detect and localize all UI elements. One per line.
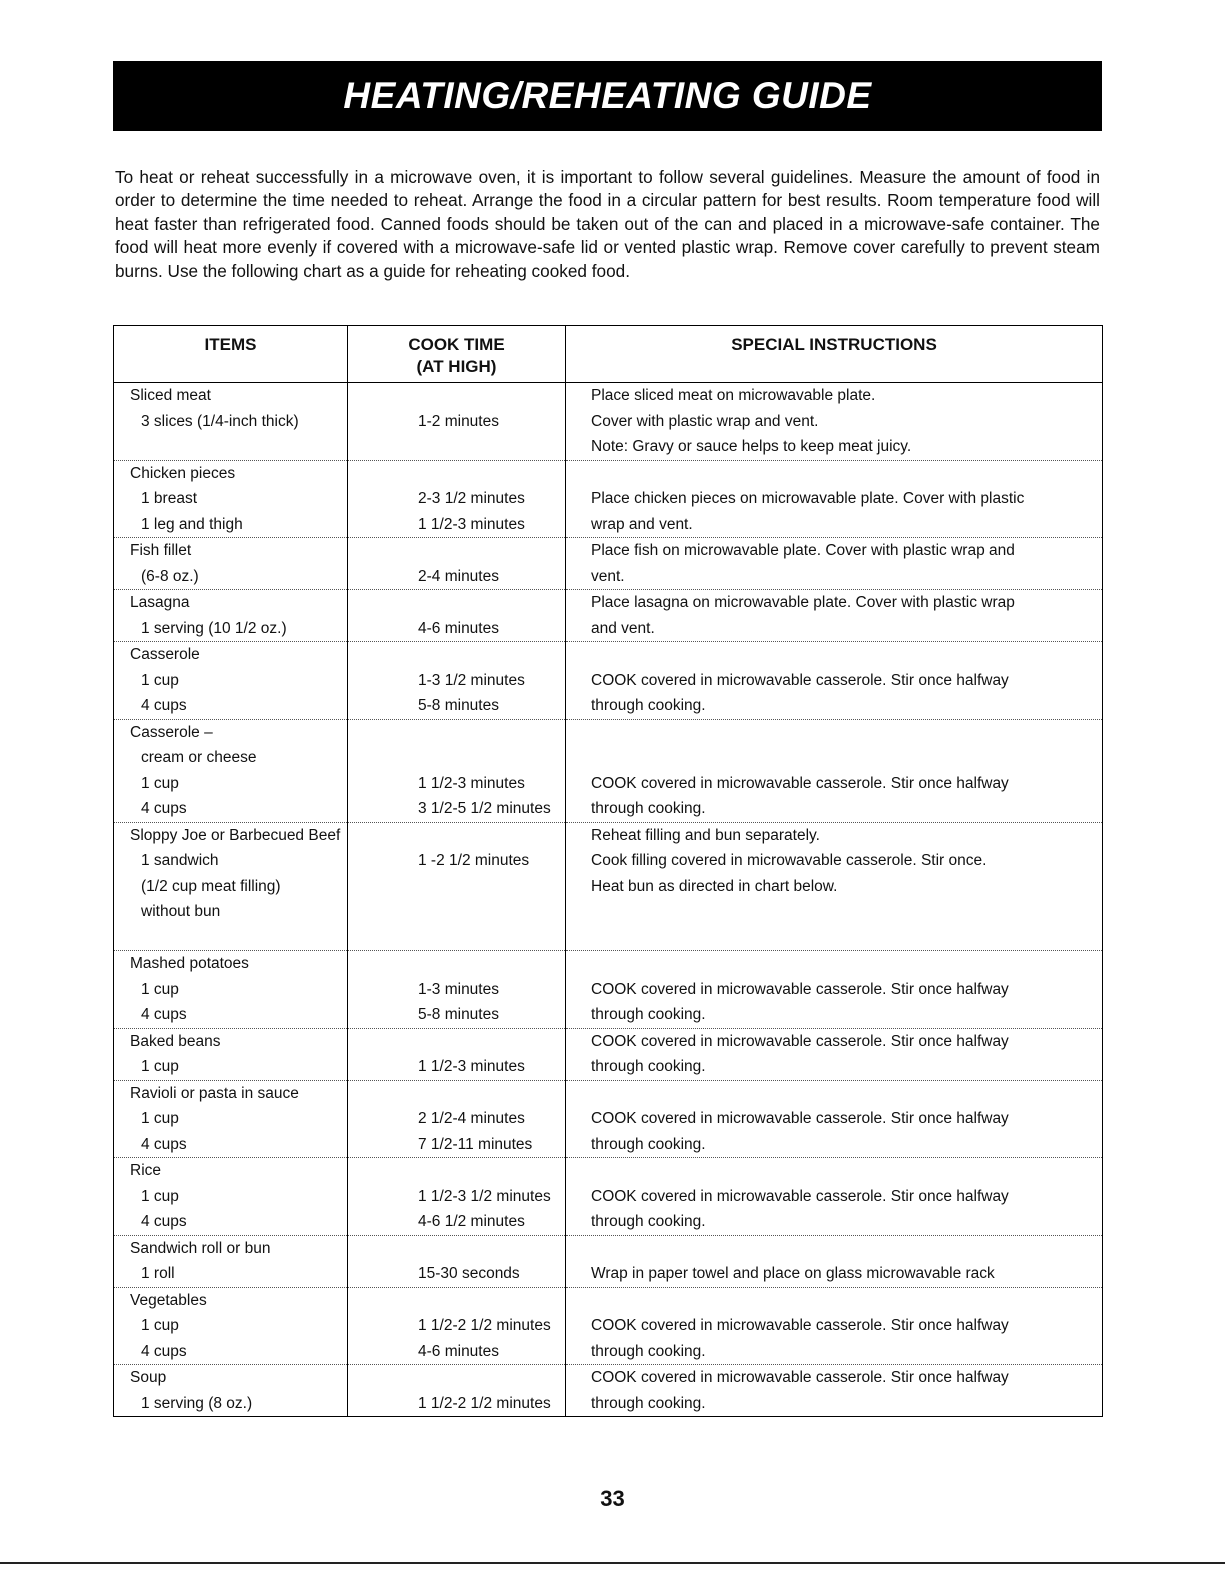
instruction-line: COOK covered in microwavable casserole. Stir once halfway <box>591 1032 1009 1050</box>
table-row <box>114 590 1103 642</box>
item-line: Sandwich roll or bun <box>130 1239 271 1257</box>
item-line: Ravioli or pasta in sauce <box>130 1084 299 1102</box>
item-line: Lasagna <box>130 594 190 611</box>
cook-time-cell <box>348 1365 566 1417</box>
table-row <box>114 1028 1103 1080</box>
table-row <box>114 1365 1103 1417</box>
instruction-cell <box>566 1235 1103 1287</box>
instruction-line: through cooking. <box>591 800 706 817</box>
instruction-cell <box>566 538 1103 590</box>
cook-time-cell <box>348 719 566 822</box>
item-line: 1 cup <box>141 774 179 792</box>
cook-time-cell <box>348 538 566 590</box>
instruction-line <box>566 1158 1102 1184</box>
instruction-line: COOK covered in microwavable casserole. Stir once halfway <box>591 1110 1009 1127</box>
page-bottom-edge <box>0 1562 1225 1564</box>
cook-time-cell <box>348 590 566 642</box>
cook-time-line <box>348 1158 565 1184</box>
table-body <box>114 383 1103 1417</box>
cook-time-cell <box>348 1158 566 1236</box>
cook-time-line: 2 1/2-4 minutes <box>418 1110 525 1127</box>
table-row <box>114 1235 1103 1287</box>
item-line: 4 cups <box>141 1342 187 1360</box>
cook-time-line <box>348 538 565 564</box>
instruction-line <box>566 925 1102 951</box>
table-header-row <box>114 326 1103 383</box>
item-cell <box>114 1158 348 1236</box>
cook-time-line: 5-8 minutes <box>418 1006 499 1023</box>
instruction-line <box>566 642 1102 668</box>
instruction-line: COOK covered in microwavable casserole. Stir once halfway <box>591 671 1009 689</box>
item-line: Sloppy Joe or Barbecued Beef <box>130 826 341 844</box>
page-number: 33 <box>600 1486 625 1511</box>
cook-time-line <box>348 1288 565 1314</box>
instruction-cell <box>566 1080 1103 1158</box>
item-line: 1 cup <box>141 1187 179 1205</box>
cook-time-line: 2-4 minutes <box>418 567 499 585</box>
cook-time-line: 1-3 1/2 minutes <box>418 671 525 689</box>
item-cell <box>114 460 348 538</box>
instruction-line: Cover with plastic wrap and vent. <box>591 412 819 430</box>
table-row <box>114 1080 1103 1158</box>
item-cell <box>114 951 348 1029</box>
cook-time-line <box>348 925 565 951</box>
cook-time-line <box>348 745 565 771</box>
cook-time-line: 1 1/2-3 minutes <box>418 1058 525 1075</box>
item-line: Soup <box>130 1369 167 1386</box>
cook-time-line <box>348 899 565 925</box>
instruction-line: Place lasagna on microwavable plate. Cover with plastic wrap <box>591 594 1015 611</box>
cook-time-line: 1 1/2-2 1/2 minutes <box>418 1317 551 1334</box>
cook-time-line: 1 1/2-3 1/2 minutes <box>418 1187 551 1205</box>
item-cell <box>114 1028 348 1080</box>
item-line: 4 cups <box>141 1213 187 1230</box>
item-line <box>114 925 347 951</box>
instruction-line: vent. <box>591 567 625 585</box>
title-banner <box>113 61 1102 131</box>
table-row <box>114 383 1103 461</box>
instruction-line: Place sliced meat on microwavable plate. <box>591 387 876 404</box>
header-items: ITEMS <box>114 326 348 383</box>
item-cell <box>114 1287 348 1365</box>
cook-time-line: 5-8 minutes <box>418 697 499 714</box>
instruction-line: through cooking. <box>591 1135 706 1153</box>
item-line: 1 serving (8 oz.) <box>141 1394 253 1412</box>
instruction-line <box>566 951 1102 977</box>
table-row <box>114 1287 1103 1365</box>
cook-time-cell <box>348 383 566 461</box>
item-line: Sliced meat <box>130 387 211 404</box>
cook-time-cell <box>348 1028 566 1080</box>
item-line: 1 roll <box>141 1265 175 1282</box>
item-line: 1 cup <box>141 1058 179 1075</box>
cook-time-line: 4-6 minutes <box>418 619 499 637</box>
cook-time-line <box>348 434 565 460</box>
header-cook-time-label: COOK TIME <box>408 335 505 354</box>
item-line: cream or cheese <box>141 749 257 766</box>
instruction-line: COOK covered in microwavable casserole. Stir once halfway <box>591 1187 1009 1205</box>
instruction-line: Place fish on microwavable plate. Cover with plastic wrap and <box>591 542 1015 559</box>
cook-time-line: 1-3 minutes <box>418 980 499 998</box>
item-line: 1 cup <box>141 980 179 998</box>
instruction-line: COOK covered in microwavable casserole. Stir once halfway <box>591 774 1009 792</box>
item-cell <box>114 822 348 951</box>
item-cell <box>114 538 348 590</box>
item-cell <box>114 590 348 642</box>
cook-time-line <box>348 823 565 849</box>
cook-time-line <box>348 642 565 668</box>
cook-time-line: 1 1/2-3 minutes <box>418 515 525 533</box>
instruction-cell <box>566 590 1103 642</box>
item-line: Casserole – <box>130 723 213 741</box>
instruction-line: Reheat filling and bun separately. <box>591 826 820 844</box>
instruction-line: Note: Gravy or sauce helps to keep meat juicy. <box>591 438 912 455</box>
item-line: 1 cup <box>141 671 179 689</box>
table-row <box>114 538 1103 590</box>
cook-time-line <box>348 720 565 746</box>
cook-time-cell <box>348 1235 566 1287</box>
cook-time-cell <box>348 1080 566 1158</box>
cook-time-line <box>348 1081 565 1107</box>
header-cook-time <box>348 326 566 383</box>
instruction-line: through cooking. <box>591 1394 706 1412</box>
cook-time-line: 1-2 minutes <box>418 412 499 430</box>
item-line: (1/2 cup meat filling) <box>141 877 281 895</box>
instruction-line: COOK covered in microwavable casserole. Stir once halfway <box>591 1369 1009 1386</box>
instruction-line <box>566 745 1102 771</box>
instruction-line <box>566 720 1102 746</box>
cook-time-line <box>348 1029 565 1055</box>
item-line: Mashed potatoes <box>130 955 249 972</box>
instruction-line: COOK covered in microwavable casserole. Stir once halfway <box>591 1317 1009 1334</box>
table-row <box>114 951 1103 1029</box>
instruction-line: Place chicken pieces on microwavable plate. Cover with plastic <box>591 490 1025 507</box>
instruction-line: Cook filling covered in microwavable casserole. Stir once. <box>591 852 987 869</box>
instruction-cell <box>566 1287 1103 1365</box>
cook-time-line <box>348 383 565 409</box>
instruction-line: through cooking. <box>591 1058 706 1075</box>
instruction-line: wrap and vent. <box>591 515 693 533</box>
cook-time-cell <box>348 822 566 951</box>
header-special-instructions: SPECIAL INSTRUCTIONS <box>566 326 1103 383</box>
item-line: Baked beans <box>130 1032 221 1050</box>
item-line: 4 cups <box>141 1135 187 1153</box>
cook-time-cell <box>348 642 566 720</box>
item-cell <box>114 1080 348 1158</box>
page-title: HEATING/REHEATING GUIDE <box>343 75 872 116</box>
item-line: 1 serving (10 1/2 oz.) <box>141 619 287 637</box>
instruction-cell <box>566 719 1103 822</box>
instruction-line: Heat bun as directed in chart below. <box>591 877 838 895</box>
instruction-line: through cooking. <box>591 1006 706 1023</box>
cook-time-line: 3 1/2-5 1/2 minutes <box>418 800 551 817</box>
table-row <box>114 642 1103 720</box>
reheating-table <box>113 325 1103 1417</box>
item-cell <box>114 1235 348 1287</box>
item-line: 3 slices (1/4-inch thick) <box>141 412 299 430</box>
cook-time-line: 1 1/2-3 minutes <box>418 774 525 792</box>
item-line: Fish fillet <box>130 542 192 559</box>
item-cell <box>114 1365 348 1417</box>
instruction-line: through cooking. <box>591 697 706 714</box>
instruction-cell <box>566 383 1103 461</box>
instruction-line <box>566 461 1102 487</box>
instruction-cell <box>566 1158 1103 1236</box>
instruction-line: through cooking. <box>591 1342 706 1360</box>
instruction-cell <box>566 822 1103 951</box>
cook-time-line: 7 1/2-11 minutes <box>418 1135 533 1153</box>
instruction-line: through cooking. <box>591 1213 706 1230</box>
cook-time-line: 1 -2 1/2 minutes <box>418 852 530 869</box>
item-line: 4 cups <box>141 697 187 714</box>
item-line: Casserole <box>130 646 200 663</box>
instruction-line: and vent. <box>591 619 655 637</box>
item-line: 1 leg and thigh <box>141 515 243 533</box>
instruction-line: COOK covered in microwavable casserole. Stir once halfway <box>591 980 1009 998</box>
cook-time-line: 2-3 1/2 minutes <box>418 490 525 507</box>
instruction-line: Wrap in paper towel and place on glass microwavable rack <box>591 1265 995 1282</box>
item-line: (6-8 oz.) <box>141 567 199 585</box>
item-line <box>114 434 347 460</box>
instruction-line <box>566 899 1102 925</box>
item-line: 1 cup <box>141 1317 179 1334</box>
table-row <box>114 1158 1103 1236</box>
cook-time-line <box>348 1365 565 1391</box>
cook-time-line <box>348 461 565 487</box>
instruction-cell <box>566 1365 1103 1417</box>
cook-time-line <box>348 1236 565 1262</box>
instruction-line <box>566 1081 1102 1107</box>
item-line: 4 cups <box>141 1006 187 1023</box>
item-line: without bun <box>141 903 221 920</box>
table-row <box>114 719 1103 822</box>
cook-time-cell <box>348 1287 566 1365</box>
cook-time-line: 1 1/2-2 1/2 minutes <box>418 1394 551 1412</box>
item-line: Rice <box>130 1162 162 1179</box>
instruction-cell <box>566 460 1103 538</box>
item-line: 1 breast <box>141 490 198 507</box>
cook-time-line: 15-30 seconds <box>418 1265 520 1282</box>
cook-time-cell <box>348 951 566 1029</box>
item-cell <box>114 383 348 461</box>
cook-time-line <box>348 951 565 977</box>
table-row <box>114 822 1103 951</box>
instruction-cell <box>566 951 1103 1029</box>
instruction-line <box>566 1288 1102 1314</box>
item-line: 4 cups <box>141 800 187 817</box>
cook-time-line <box>348 590 565 616</box>
cook-time-line <box>348 874 565 900</box>
cook-time-line: 4-6 minutes <box>418 1342 499 1360</box>
item-cell <box>114 719 348 822</box>
item-cell <box>114 642 348 720</box>
table-row <box>114 460 1103 538</box>
cook-time-line: 4-6 1/2 minutes <box>418 1213 525 1230</box>
item-line: Chicken pieces <box>130 464 236 482</box>
item-line: 1 sandwich <box>141 852 219 869</box>
header-cook-time-sub: (AT HIGH) <box>416 357 497 376</box>
item-line: 1 cup <box>141 1110 179 1127</box>
instruction-cell <box>566 1028 1103 1080</box>
instruction-line <box>566 1236 1102 1262</box>
instruction-cell <box>566 642 1103 720</box>
cook-time-cell <box>348 460 566 538</box>
item-line: Vegetables <box>130 1291 207 1309</box>
intro-paragraph: To heat or reheat successfully in a microwave oven, it is important to follow several guidelines. Measure the amount of food in order to determine the time needed to reheat. Arrange the food in a circular pattern for best results. Room temperature food will heat faster than refrigerated food. Canned foods should be taken out of the can and placed in a microwave-safe container. The food will heat more evenly if covered with a microwave-safe lid or vented plastic wrap. Remove cover carefully to prevent steam burns. Use the following chart as a guide for reheating cooked food. <box>115 167 1100 281</box>
